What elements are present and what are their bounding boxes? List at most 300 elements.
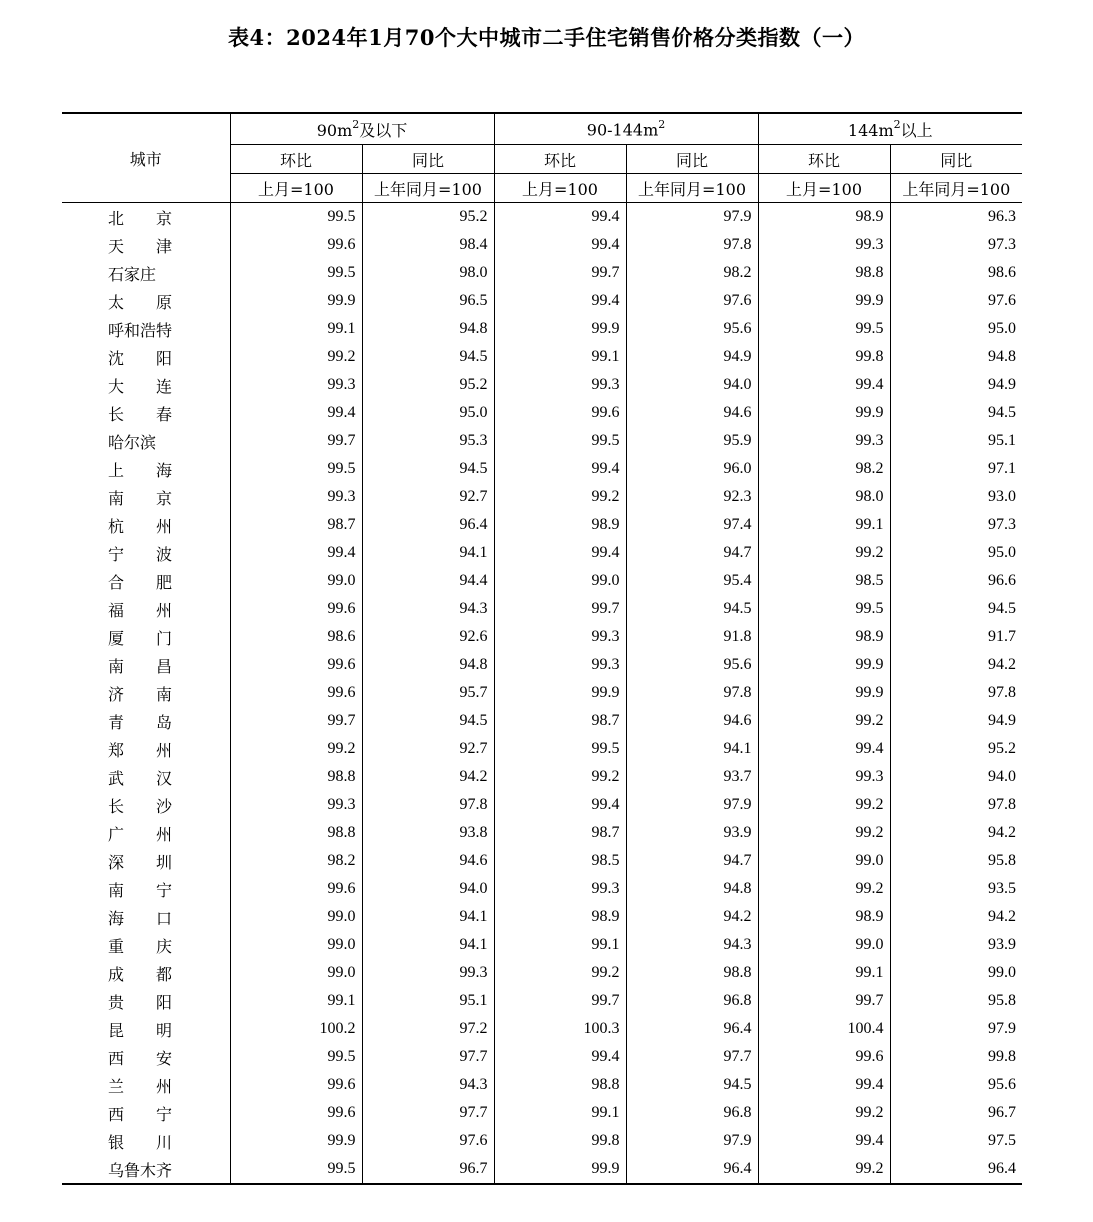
index-value: 99.0 — [230, 959, 362, 987]
index-value: 92.6 — [362, 623, 494, 651]
table-row — [62, 427, 1022, 455]
index-value: 98.6 — [230, 623, 362, 651]
city-name: 西 宁 — [108, 1104, 173, 1124]
table-row — [62, 287, 1022, 315]
index-value: 97.3 — [890, 231, 1022, 259]
index-value: 95.0 — [890, 315, 1022, 343]
index-value: 98.4 — [362, 231, 494, 259]
table-row — [62, 203, 1022, 232]
index-value: 93.0 — [890, 483, 1022, 511]
index-value: 99.3 — [230, 483, 362, 511]
table-row — [62, 651, 1022, 679]
index-value: 97.8 — [362, 791, 494, 819]
index-value: 99.8 — [494, 1127, 626, 1155]
index-value: 96.4 — [362, 511, 494, 539]
index-value: 96.8 — [626, 987, 758, 1015]
table-row — [62, 1127, 1022, 1155]
index-value: 94.9 — [626, 343, 758, 371]
table-row — [62, 987, 1022, 1015]
city-name: 长 沙 — [108, 796, 173, 816]
index-value: 99.7 — [230, 427, 362, 455]
index-value: 98.6 — [890, 259, 1022, 287]
city-name: 福 州 — [108, 600, 173, 620]
index-value: 99.0 — [230, 903, 362, 931]
table-title: 表4：2024年1月70个大中城市二手住宅销售价格分类指数（一） — [228, 25, 865, 50]
index-value: 98.8 — [230, 819, 362, 847]
city-name: 天 津 — [108, 236, 173, 256]
table-row — [62, 959, 1022, 987]
city-name: 广 州 — [108, 824, 173, 844]
city-name: 沈 阳 — [108, 348, 173, 368]
index-value: 98.8 — [758, 259, 890, 287]
index-value: 96.4 — [890, 1155, 1022, 1184]
index-value: 94.1 — [626, 735, 758, 763]
index-value: 99.2 — [758, 707, 890, 735]
table-row — [62, 1099, 1022, 1127]
city-name: 太 原 — [108, 292, 173, 312]
sub-header-yoy: 同比 — [362, 145, 494, 174]
index-value: 97.8 — [890, 679, 1022, 707]
city-name: 呼和浩特 — [108, 320, 173, 340]
index-value: 94.6 — [626, 707, 758, 735]
city-name: 青 岛 — [108, 712, 173, 732]
index-value: 99.1 — [758, 959, 890, 987]
base-header-prev-year: 上年同月=100 — [626, 174, 758, 203]
table-row — [62, 231, 1022, 259]
city-name: 兰 州 — [108, 1076, 173, 1096]
index-value: 99.6 — [230, 1071, 362, 1099]
table-row — [62, 511, 1022, 539]
index-value: 96.4 — [626, 1155, 758, 1184]
index-value: 98.2 — [230, 847, 362, 875]
index-value: 99.6 — [230, 231, 362, 259]
index-value: 94.7 — [626, 847, 758, 875]
index-value: 97.9 — [626, 203, 758, 232]
index-value: 94.5 — [362, 707, 494, 735]
index-value: 94.5 — [890, 595, 1022, 623]
index-value: 95.2 — [362, 371, 494, 399]
index-value: 99.2 — [494, 763, 626, 791]
index-value: 97.8 — [626, 231, 758, 259]
table-row — [62, 735, 1022, 763]
index-value: 95.9 — [626, 427, 758, 455]
index-value: 99.3 — [494, 651, 626, 679]
index-value: 99.3 — [758, 231, 890, 259]
index-value: 99.7 — [758, 987, 890, 1015]
index-value: 95.3 — [362, 427, 494, 455]
index-value: 99.3 — [494, 875, 626, 903]
index-value: 94.5 — [890, 399, 1022, 427]
index-value: 99.2 — [758, 791, 890, 819]
index-value: 99.6 — [230, 595, 362, 623]
city-name: 长 春 — [108, 404, 173, 424]
table-body — [62, 203, 1022, 1185]
index-value: 98.7 — [494, 707, 626, 735]
table-row — [62, 707, 1022, 735]
table-row — [62, 791, 1022, 819]
index-value: 97.3 — [890, 511, 1022, 539]
table-row — [62, 903, 1022, 931]
table-row — [62, 399, 1022, 427]
index-value: 99.6 — [230, 679, 362, 707]
index-value: 98.9 — [758, 203, 890, 232]
index-value: 99.9 — [494, 1155, 626, 1184]
index-value: 99.9 — [230, 287, 362, 315]
index-value: 98.5 — [494, 847, 626, 875]
base-header-prev-year: 上年同月=100 — [890, 174, 1022, 203]
index-value: 93.9 — [890, 931, 1022, 959]
index-value: 99.9 — [758, 287, 890, 315]
index-value: 94.0 — [626, 371, 758, 399]
table-row — [62, 539, 1022, 567]
index-value: 94.8 — [626, 875, 758, 903]
index-value: 94.5 — [626, 1071, 758, 1099]
index-value: 99.7 — [494, 259, 626, 287]
index-value: 94.0 — [362, 875, 494, 903]
index-value: 96.7 — [362, 1155, 494, 1184]
index-value: 97.5 — [890, 1127, 1022, 1155]
index-value: 99.5 — [230, 455, 362, 483]
table-row — [62, 595, 1022, 623]
city-column-header: 城市 — [62, 113, 230, 203]
index-value: 94.2 — [626, 903, 758, 931]
index-value: 99.9 — [494, 315, 626, 343]
index-value: 97.2 — [362, 1015, 494, 1043]
table-row — [62, 819, 1022, 847]
index-value: 95.1 — [362, 987, 494, 1015]
index-value: 99.5 — [230, 203, 362, 232]
table-row — [62, 1071, 1022, 1099]
sub-header-mom: 环比 — [230, 145, 362, 174]
index-value: 94.7 — [626, 539, 758, 567]
table-row — [62, 1015, 1022, 1043]
index-value: 97.7 — [362, 1043, 494, 1071]
city-name: 厦 门 — [108, 628, 173, 648]
city-name: 昆 明 — [108, 1020, 173, 1040]
city-name: 石家庄 — [108, 264, 157, 284]
index-value: 94.1 — [362, 931, 494, 959]
base-header-prev-month: 上月=100 — [494, 174, 626, 203]
index-value: 99.5 — [758, 315, 890, 343]
index-value: 97.4 — [626, 511, 758, 539]
index-value: 99.6 — [230, 651, 362, 679]
index-value: 99.6 — [230, 1099, 362, 1127]
index-value: 95.0 — [890, 539, 1022, 567]
index-value: 97.9 — [626, 1127, 758, 1155]
index-value: 95.0 — [362, 399, 494, 427]
index-value: 99.6 — [758, 1043, 890, 1071]
city-name: 深 圳 — [108, 852, 173, 872]
index-value: 92.7 — [362, 735, 494, 763]
index-value: 99.1 — [494, 931, 626, 959]
sub-header-mom: 环比 — [494, 145, 626, 174]
city-name: 海 口 — [108, 908, 173, 928]
base-header-prev-month: 上月=100 — [758, 174, 890, 203]
index-value: 94.1 — [362, 903, 494, 931]
index-value: 96.5 — [362, 287, 494, 315]
table-row — [62, 931, 1022, 959]
index-value: 94.2 — [362, 763, 494, 791]
index-value: 96.6 — [890, 567, 1022, 595]
index-value: 99.2 — [494, 959, 626, 987]
city-name: 西 安 — [108, 1048, 173, 1068]
index-value: 98.7 — [494, 819, 626, 847]
index-value: 91.7 — [890, 623, 1022, 651]
city-name: 哈尔滨 — [108, 432, 157, 452]
index-value: 98.0 — [362, 259, 494, 287]
index-value: 97.9 — [890, 1015, 1022, 1043]
table-row — [62, 455, 1022, 483]
index-value: 99.1 — [494, 1099, 626, 1127]
index-value: 99.3 — [362, 959, 494, 987]
index-value: 95.7 — [362, 679, 494, 707]
index-value: 96.3 — [890, 203, 1022, 232]
table-row — [62, 371, 1022, 399]
index-value: 99.7 — [494, 987, 626, 1015]
index-value: 99.3 — [230, 791, 362, 819]
index-value: 97.6 — [362, 1127, 494, 1155]
index-value: 94.1 — [362, 539, 494, 567]
city-name: 郑 州 — [108, 740, 173, 760]
index-value: 99.0 — [758, 931, 890, 959]
index-value: 99.1 — [230, 315, 362, 343]
city-name: 武 汉 — [108, 768, 173, 788]
index-value: 95.8 — [890, 847, 1022, 875]
index-value: 99.4 — [494, 203, 626, 232]
table-row — [62, 315, 1022, 343]
index-value: 99.5 — [230, 1043, 362, 1071]
index-value: 99.0 — [230, 567, 362, 595]
index-value: 95.2 — [362, 203, 494, 232]
table-row — [62, 623, 1022, 651]
index-value: 98.8 — [494, 1071, 626, 1099]
index-value: 98.5 — [758, 567, 890, 595]
index-value: 98.7 — [230, 511, 362, 539]
index-value: 99.4 — [758, 371, 890, 399]
index-value: 99.7 — [230, 707, 362, 735]
index-value: 99.2 — [758, 1099, 890, 1127]
group-header-small: $90m^2$及以下 — [230, 113, 494, 145]
index-value: 99.4 — [494, 287, 626, 315]
index-value: 92.7 — [362, 483, 494, 511]
index-value: 94.5 — [362, 343, 494, 371]
index-value: 98.9 — [758, 623, 890, 651]
base-header-prev-month: 上月=100 — [230, 174, 362, 203]
index-value: 99.2 — [758, 539, 890, 567]
index-value: 97.8 — [626, 679, 758, 707]
table-row — [62, 763, 1022, 791]
index-value: 100.3 — [494, 1015, 626, 1043]
index-value: 94.2 — [890, 903, 1022, 931]
table-row — [62, 259, 1022, 287]
index-value: 99.3 — [758, 763, 890, 791]
index-value: 99.2 — [758, 1155, 890, 1184]
index-value: 95.6 — [890, 1071, 1022, 1099]
index-value: 99.4 — [494, 791, 626, 819]
table-row — [62, 847, 1022, 875]
index-value: 94.6 — [362, 847, 494, 875]
index-value: 98.2 — [758, 455, 890, 483]
index-value: 99.8 — [758, 343, 890, 371]
table-row — [62, 483, 1022, 511]
index-value: 94.6 — [626, 399, 758, 427]
index-value: 99.9 — [758, 399, 890, 427]
index-value: 94.0 — [890, 763, 1022, 791]
index-value: 95.4 — [626, 567, 758, 595]
city-name: 合 肥 — [108, 572, 173, 592]
index-value: 94.3 — [626, 931, 758, 959]
index-value: 99.1 — [758, 511, 890, 539]
table-row — [62, 679, 1022, 707]
city-name: 南 京 — [108, 488, 173, 508]
index-value: 93.9 — [626, 819, 758, 847]
index-value: 100.2 — [230, 1015, 362, 1043]
city-name: 重 庆 — [108, 936, 173, 956]
city-name: 宁 波 — [108, 544, 173, 564]
index-value: 99.4 — [230, 539, 362, 567]
index-value: 94.8 — [362, 315, 494, 343]
sub-header-yoy: 同比 — [626, 145, 758, 174]
index-value: 99.6 — [494, 399, 626, 427]
city-name: 南 宁 — [108, 880, 173, 900]
index-value: 99.4 — [494, 231, 626, 259]
index-value: 96.0 — [626, 455, 758, 483]
index-value: 97.7 — [362, 1099, 494, 1127]
index-value: 96.8 — [626, 1099, 758, 1127]
index-value: 94.5 — [626, 595, 758, 623]
index-value: 95.6 — [626, 315, 758, 343]
index-value: 99.0 — [494, 567, 626, 595]
index-value: 91.8 — [626, 623, 758, 651]
index-value: 99.9 — [230, 1127, 362, 1155]
index-value: 97.6 — [626, 287, 758, 315]
index-value: 94.5 — [362, 455, 494, 483]
index-value: 99.5 — [494, 735, 626, 763]
city-name: 大 连 — [108, 376, 173, 396]
index-value: 99.4 — [758, 1127, 890, 1155]
table-row — [62, 1155, 1022, 1184]
index-value: 97.6 — [890, 287, 1022, 315]
index-value: 94.9 — [890, 371, 1022, 399]
city-name: 上 海 — [108, 460, 173, 480]
index-value: 98.9 — [758, 903, 890, 931]
index-value: 92.3 — [626, 483, 758, 511]
index-value: 99.2 — [494, 483, 626, 511]
index-value: 99.5 — [230, 259, 362, 287]
city-name: 贵 阳 — [108, 992, 173, 1012]
index-value: 99.2 — [758, 875, 890, 903]
index-value: 94.8 — [362, 651, 494, 679]
index-value: 95.8 — [890, 987, 1022, 1015]
index-value: 94.2 — [890, 651, 1022, 679]
index-value: 99.3 — [758, 427, 890, 455]
index-value: 99.1 — [230, 987, 362, 1015]
index-value: 98.8 — [230, 763, 362, 791]
index-value: 96.7 — [890, 1099, 1022, 1127]
index-value: 99.9 — [758, 679, 890, 707]
index-value: 99.0 — [230, 931, 362, 959]
index-value: 94.3 — [362, 1071, 494, 1099]
index-value: 99.3 — [494, 371, 626, 399]
index-value: 93.5 — [890, 875, 1022, 903]
index-value: 99.0 — [758, 847, 890, 875]
index-value: 100.4 — [758, 1015, 890, 1043]
city-name: 乌鲁木齐 — [62, 1155, 230, 1184]
index-value: 94.9 — [890, 707, 1022, 735]
city-name: 北 京 — [108, 208, 173, 228]
sub-header-mom: 环比 — [758, 145, 890, 174]
index-value: 93.7 — [626, 763, 758, 791]
index-value: 98.9 — [494, 903, 626, 931]
index-value: 99.4 — [494, 539, 626, 567]
index-value: 94.4 — [362, 567, 494, 595]
index-value: 98.8 — [626, 959, 758, 987]
index-value: 99.5 — [230, 1155, 362, 1184]
index-value: 99.2 — [758, 819, 890, 847]
index-value: 99.4 — [494, 1043, 626, 1071]
index-value: 96.4 — [626, 1015, 758, 1043]
index-value: 99.0 — [890, 959, 1022, 987]
table-row — [62, 875, 1022, 903]
index-value: 99.3 — [230, 371, 362, 399]
table-row — [62, 567, 1022, 595]
base-header-prev-year: 上年同月=100 — [362, 174, 494, 203]
table-header — [62, 113, 1022, 203]
index-value: 99.2 — [230, 735, 362, 763]
index-value: 99.4 — [230, 399, 362, 427]
index-value: 94.8 — [890, 343, 1022, 371]
index-value: 95.6 — [626, 651, 758, 679]
index-value: 94.2 — [890, 819, 1022, 847]
table-row — [62, 1043, 1022, 1071]
city-name: 杭 州 — [108, 516, 173, 536]
index-value: 97.1 — [890, 455, 1022, 483]
index-value: 99.7 — [494, 595, 626, 623]
group-header-medium: $90-144m^2$ — [494, 113, 758, 145]
index-value: 95.2 — [890, 735, 1022, 763]
index-value: 99.4 — [494, 455, 626, 483]
index-value: 99.9 — [758, 651, 890, 679]
index-value: 97.7 — [626, 1043, 758, 1071]
index-value: 95.1 — [890, 427, 1022, 455]
price-index-table — [62, 112, 1022, 1185]
index-value: 98.2 — [626, 259, 758, 287]
index-value: 99.2 — [230, 343, 362, 371]
index-value: 99.6 — [230, 875, 362, 903]
index-value: 99.4 — [758, 735, 890, 763]
index-value: 97.8 — [890, 791, 1022, 819]
index-value: 99.5 — [758, 595, 890, 623]
index-value: 99.5 — [494, 427, 626, 455]
index-value: 94.3 — [362, 595, 494, 623]
index-value: 99.1 — [494, 343, 626, 371]
index-value: 99.8 — [890, 1043, 1022, 1071]
index-value: 99.9 — [494, 679, 626, 707]
city-name: 银 川 — [108, 1132, 173, 1152]
index-value: 99.3 — [494, 623, 626, 651]
index-value: 98.0 — [758, 483, 890, 511]
index-value: 99.4 — [758, 1071, 890, 1099]
city-name: 南 昌 — [108, 656, 173, 676]
index-value: 98.9 — [494, 511, 626, 539]
index-value: 93.8 — [362, 819, 494, 847]
table-row — [62, 343, 1022, 371]
city-name: 成 都 — [108, 964, 173, 984]
group-header-large: $144m^2$以上 — [758, 113, 1022, 145]
sub-header-yoy: 同比 — [890, 145, 1022, 174]
index-value: 97.9 — [626, 791, 758, 819]
city-name: 济 南 — [108, 684, 173, 704]
